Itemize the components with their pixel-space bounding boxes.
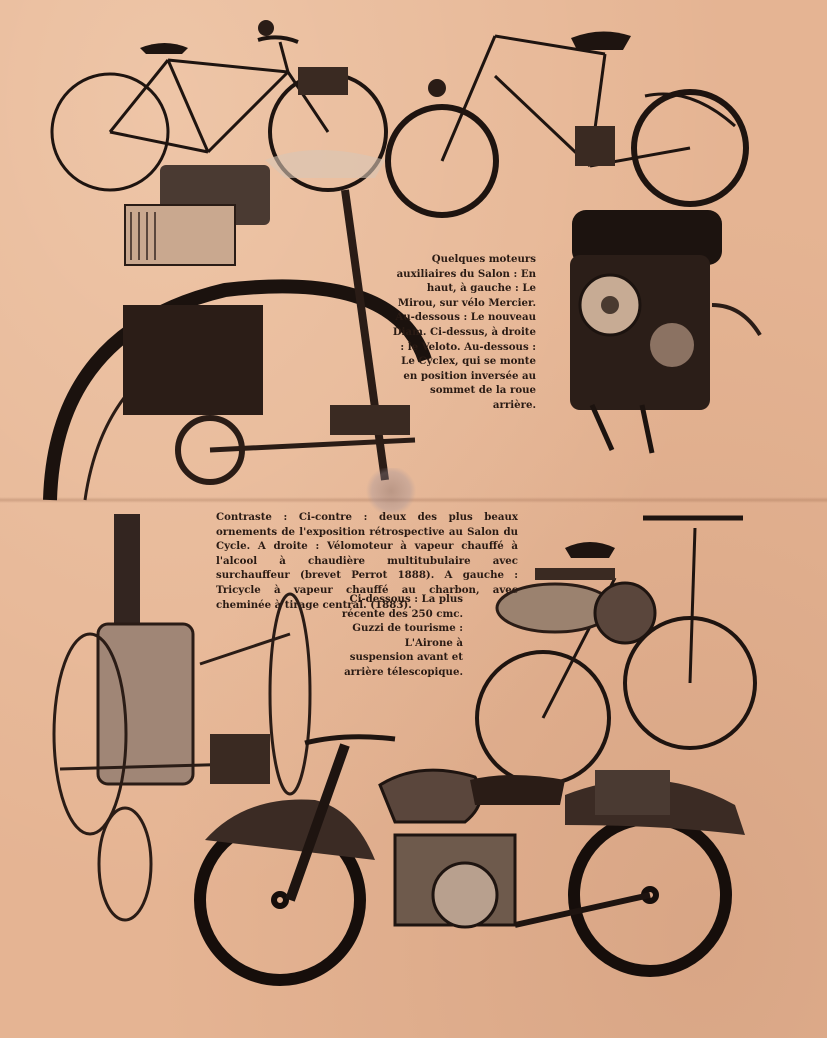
watermark-stamp (365, 468, 417, 514)
photo-guzzi-airone (195, 725, 760, 987)
caption-auxiliary-motors: Quelques moteurs auxiliaires du Salon : En haut, à gauche : Le Mirou, sur vélo Mercier. Au-dessous : Le nouveau Diam. Ci-dessus, à droite : le Veloto. Au-dessous : Le Cyclex, qui se monte en position inversée au sommet de la roue arrière. (392, 253, 536, 411)
photo-veloto-bicycle (385, 16, 755, 221)
photo-cyclex-motor (562, 205, 762, 455)
caption-guzzi: Ci-dessous : La plus récente des 250 cmc. Guzzi de tourisme : L'Airone à suspension avant et arrière télescopique. (341, 593, 463, 678)
caption-contrast: Contraste : Ci-contre : deux des plus beaux ornements de l'exposition rétrospective au Salon du Cycle. A droite : Vélomoteur à vapeur chauffé à l'alcool à chaudière multitubulaire avec surchauffeur (brevet Perrot 1888). A gauche : Tricycle à vapeur chauffé au charbon, avec cheminée à tirage central. (1883). (216, 511, 518, 611)
photo-diam-engine (45, 150, 425, 505)
